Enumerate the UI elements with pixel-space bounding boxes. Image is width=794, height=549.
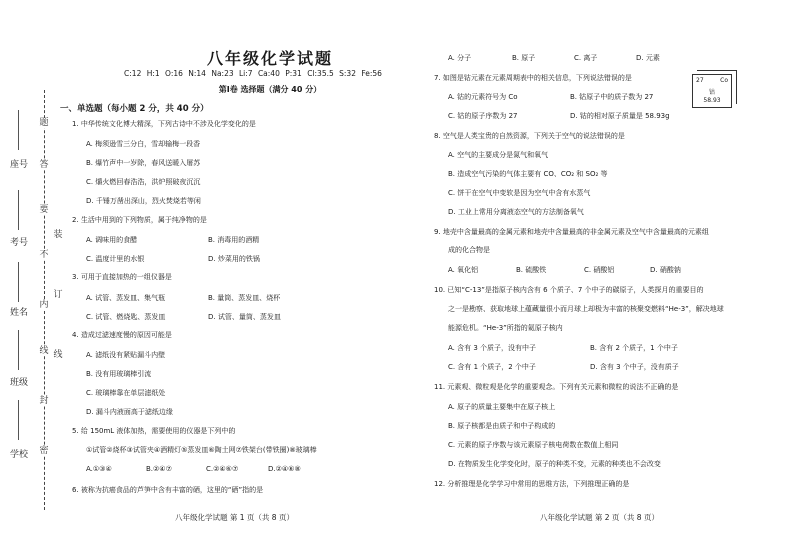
option: C.②④⑥⑦ xyxy=(206,465,239,473)
name-label: 姓名 xyxy=(9,308,28,318)
school-line xyxy=(18,400,19,440)
atomic-number: 27 xyxy=(696,77,704,84)
binding-label: 密 xyxy=(39,446,49,456)
binding-label: 题 xyxy=(39,118,49,128)
question-5: 5. 给 150mL 液体加热，需要使用的仪器是下列中的 xyxy=(72,427,236,435)
option: B. 消毒用的酒精 xyxy=(208,236,260,244)
page-footer-1: 八年级化学试题 第 1 页（共 8 页） xyxy=(175,513,294,522)
option: B. 爆竹声中一岁除，春风送暖入屠苏 xyxy=(86,159,201,167)
option: B. 量筒、蒸发皿、烧杯 xyxy=(208,294,281,302)
question-8: 8. 空气是人类宝贵的自然资源，下列关于空气的说法错误的是 xyxy=(434,132,625,140)
option: C. 温度计里的水银 xyxy=(86,255,145,263)
option: A. 调味用的食醋 xyxy=(86,236,138,244)
option: C. 离子 xyxy=(574,54,598,62)
seat-number-label: 座号 xyxy=(9,160,28,170)
binding-label: 要 xyxy=(39,205,49,215)
option: A. 空气的主要成分是氮气和氧气 xyxy=(448,151,549,159)
option: A. 原子的质量主要集中在原子核上 xyxy=(448,403,556,411)
exam-title: 八年级化学试题 xyxy=(206,49,333,68)
option: B. 钴原子中的质子数为 27 xyxy=(570,93,654,101)
option: D. 元素 xyxy=(636,54,660,62)
exam-number-line xyxy=(18,190,19,230)
option: A.①③④ xyxy=(86,465,112,473)
question-12: 12. 分析推理是化学学习中常用的思维方法，下列推理正确的是 xyxy=(434,480,630,488)
question-7: 7. 如图是钴元素在元素周期表中的相关信息，下列说法错误的是 xyxy=(434,74,632,82)
option: D. 炒菜用的铁锅 xyxy=(208,255,260,263)
exam-number-label: 考号 xyxy=(9,238,28,248)
option: C. 含有 1 个质子，2 个中子 xyxy=(448,363,536,371)
option: B. 原子核都是由质子和中子构成的 xyxy=(448,422,556,430)
option: C. 硝酸铝 xyxy=(584,266,615,274)
option: D. 千锤万凿出深山，烈火焚烧若等闲 xyxy=(86,197,201,205)
section-heading: 一、单选题（每小题 2 分，共 40 分） xyxy=(60,104,209,114)
question-4: 4. 造成过滤速度慢的原因可能是 xyxy=(72,331,172,339)
question-2: 2. 生活中用到的下列物质，属于纯净物的是 xyxy=(72,216,207,224)
binding-label: 装 xyxy=(53,230,63,240)
binding-label: 答 xyxy=(39,160,49,170)
option: C. 爝火燃回春浩浩，洪炉照破夜沉沉 xyxy=(86,178,201,186)
cobalt-element-card xyxy=(692,74,732,108)
class-line xyxy=(18,330,19,370)
seat-number-line xyxy=(18,110,19,150)
option: B. 含有 2 个质子，1 个中子 xyxy=(590,344,678,352)
binding-label: 不 xyxy=(39,250,49,260)
binding-label: 封 xyxy=(39,396,49,406)
page-footer-2: 八年级化学试题 第 2 页（共 8 页） xyxy=(540,513,659,522)
option: D.②④⑥⑧ xyxy=(268,465,301,473)
option: D. 工业上常用分离液态空气的方法制备氧气 xyxy=(448,208,584,216)
class-label: 班级 xyxy=(9,378,28,388)
binding-label: 订 xyxy=(53,290,63,300)
option: A. 分子 xyxy=(448,54,472,62)
option: A. 滤纸没有紧贴漏斗内壁 xyxy=(86,351,166,359)
binding-label: 线 xyxy=(39,346,49,356)
option: D. 在物质发生化学变化时，原子的种类不变，元素的种类也不会改变 xyxy=(448,460,661,468)
option: A. 含有 3 个质子，没有中子 xyxy=(448,344,537,352)
option: B. 硫酸铁 xyxy=(516,266,547,274)
option: C. 饼干在空气中变软是因为空气中含有水蒸气 xyxy=(448,189,591,197)
question-10: 10. 已知“C-13”是指原子核内含有 6 个质子、7 个中子的碳原子，人类探月的重要目的 xyxy=(434,286,704,294)
option: D. 钴的相对原子质量是 58.93g xyxy=(570,112,670,120)
volume-heading: 第Ⅰ卷 选择题（满分 40 分） xyxy=(218,85,322,94)
option: D. 含有 3 个中子，没有质子 xyxy=(590,363,679,371)
question-10-cont: 之一是勘察、获取地球上蕴藏量很小而月球上却极为丰富的核聚变燃料“He-3”，解决地球 xyxy=(448,305,724,313)
option: D. 漏斗内液面高于滤纸边缘 xyxy=(86,408,173,416)
question-11: 11. 元素观、微粒观是化学的重要观念。下列有关元素和微粒的说法不正确的是 xyxy=(434,383,679,391)
school-label: 学校 xyxy=(9,450,28,460)
option: A. 氧化铝 xyxy=(448,266,479,274)
atomic-mass: 58.93 xyxy=(703,97,721,104)
question-9-cont: 成的化合物是 xyxy=(448,246,490,254)
option: C. 玻璃棒靠在单层滤纸处 xyxy=(86,389,166,397)
option: C. 元素的原子序数与该元素原子核电荷数在数值上相同 xyxy=(448,441,619,449)
element-card-side xyxy=(732,70,737,104)
binding-label: 线 xyxy=(53,350,63,360)
question-1: 1. 中华传统文化博大精深，下列古诗中不涉及化学变化的是 xyxy=(72,120,256,128)
option: B. 造成空气污染的气体主要有 CO、CO₂ 和 SO₂ 等 xyxy=(448,170,608,178)
binding-label: 内 xyxy=(39,300,49,310)
question-10-cont: 能源危机。“He-3”所指的氦原子核内 xyxy=(448,324,563,332)
option: A. 钴的元素符号为 Co xyxy=(448,93,518,101)
question-6: 6. 被称为抗癌食品的芦笋中含有丰富的硒，这里的“硒”指的是 xyxy=(72,486,264,494)
option: C. 钴的原子序数为 27 xyxy=(448,112,518,120)
element-name: 钴 xyxy=(708,89,715,96)
instrument-list: ①试管②烧杯③试管夹④酒精灯⑤蒸发皿⑥陶土网⑦铁架台(带铁圈)⑧玻璃棒 xyxy=(86,446,317,454)
option: A. 梅须逊雪三分白，雪却输梅一段香 xyxy=(86,140,201,148)
atomic-masses: C:12 H:1 O:16 N:14 Na:23 Li:7 Ca:40 P:31 Cl:35.5 S:32 Fe:56 xyxy=(124,69,382,78)
element-symbol: Co xyxy=(720,77,728,84)
option: C. 试管、燃烧匙、蒸发皿 xyxy=(86,313,166,321)
option: B. 没有用玻璃棒引流 xyxy=(86,370,152,378)
name-line xyxy=(18,262,19,302)
question-9: 9. 地壳中含量最高的金属元素和地壳中含量最高的非金属元素及空气中含量最高的元素组 xyxy=(434,228,709,236)
option: D. 硝酸钠 xyxy=(650,266,681,274)
option: A. 试管、蒸发皿、集气瓶 xyxy=(86,294,166,302)
option: D. 试管、量筒、蒸发皿 xyxy=(208,313,281,321)
option: B.②④⑦ xyxy=(146,465,172,473)
question-3: 3. 可用于直接加热的一组仪器是 xyxy=(72,273,172,281)
option: B. 原子 xyxy=(512,54,536,62)
